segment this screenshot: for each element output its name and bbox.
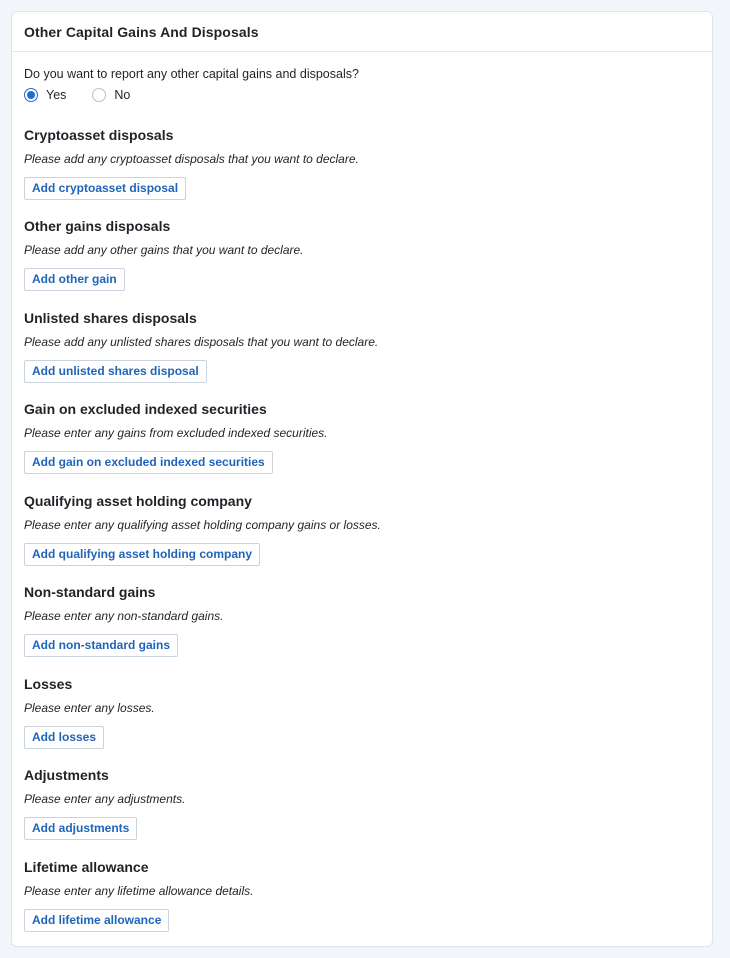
section-title: Gain on excluded indexed securities	[24, 401, 267, 417]
radio-option-yes[interactable]	[24, 88, 66, 102]
section-title: Cryptoasset disposals	[24, 127, 174, 143]
section-title: Adjustments	[24, 767, 109, 783]
section-title: Losses	[24, 676, 73, 692]
section-description: Please enter any gains from excluded indexed securities.	[24, 426, 328, 440]
add-other-gain-button[interactable]: Add other gain	[24, 268, 125, 291]
card-header	[12, 12, 712, 52]
add-lifetime-allowance-button[interactable]: Add lifetime allowance	[24, 909, 169, 932]
section-excluded-indexed-securities	[24, 401, 328, 474]
section-title: Unlisted shares disposals	[24, 310, 197, 326]
section-title: Other gains disposals	[24, 218, 171, 234]
section-description: Please enter any losses.	[24, 701, 155, 715]
radio-unchecked-icon[interactable]	[92, 88, 106, 102]
radio-option-no[interactable]	[92, 88, 130, 102]
section-description: Please enter any lifetime allowance details.	[24, 884, 254, 898]
add-losses-button[interactable]: Add losses	[24, 726, 104, 749]
section-description: Please add any cryptoasset disposals that you want to declare.	[24, 152, 359, 166]
capital-gains-card	[11, 11, 713, 947]
add-excluded-indexed-securities-button[interactable]: Add gain on excluded indexed securities	[24, 451, 273, 474]
section-description: Please enter any adjustments.	[24, 792, 186, 806]
report-question: Do you want to report any other capital gains and disposals?	[24, 67, 359, 81]
section-title: Lifetime allowance	[24, 859, 149, 875]
radio-label-yes: Yes	[46, 88, 67, 102]
section-description: Please enter any non-standard gains.	[24, 609, 224, 623]
section-unlisted-shares-disposals	[24, 310, 378, 383]
section-qualifying-asset-holding-company	[24, 493, 381, 566]
section-cryptoasset-disposals	[24, 127, 359, 200]
add-qualifying-asset-holding-company-button[interactable]: Add qualifying asset holding company	[24, 543, 260, 566]
add-non-standard-gains-button[interactable]: Add non-standard gains	[24, 634, 178, 657]
section-non-standard-gains	[24, 584, 223, 657]
section-description: Please add any unlisted shares disposals that you want to declare.	[24, 335, 379, 349]
section-losses	[24, 676, 155, 749]
section-other-gains-disposals	[24, 218, 304, 291]
section-adjustments	[24, 767, 185, 840]
section-lifetime-allowance	[24, 859, 253, 932]
radio-label-no: No	[114, 88, 131, 102]
radio-checked-icon[interactable]	[24, 88, 38, 102]
section-description: Please add any other gains that you want to declare.	[24, 243, 304, 257]
section-description: Please enter any qualifying asset holding company gains or losses.	[24, 518, 381, 532]
section-title: Non-standard gains	[24, 584, 156, 600]
add-adjustments-button[interactable]: Add adjustments	[24, 817, 137, 840]
add-cryptoasset-disposal-button[interactable]: Add cryptoasset disposal	[24, 177, 186, 200]
report-radio-group	[24, 88, 156, 102]
add-unlisted-shares-disposal-button[interactable]: Add unlisted shares disposal	[24, 360, 207, 383]
card-title: Other Capital Gains And Disposals	[24, 23, 259, 40]
section-title: Qualifying asset holding company	[24, 493, 252, 509]
